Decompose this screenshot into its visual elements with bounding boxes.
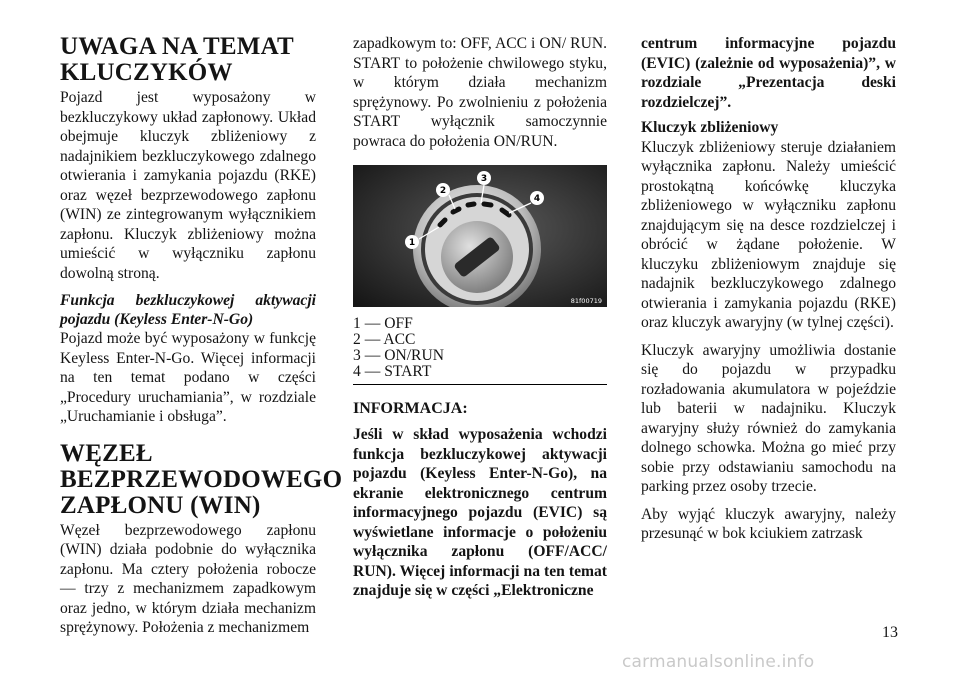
watermark: carmanualsonline.info	[622, 652, 815, 672]
legend-item: 2 — ACC	[353, 331, 416, 348]
legend-item: 4 — START	[353, 363, 432, 380]
paragraph-keyless-system: Pojazd jest wyposażony w bezkluczykowy układ zapłonowy. Układ obejmuje kluczyk zbliżeniowy z nadajnikiem bezkluczykowego zdalnego otwierania i zamykania pojazdu (RKE) oraz węzeł bezprzewodowego zapłonu (WIN) ze zintegrowanym wyłącznikiem zapłonu. Kluczyk zbliżeniowy można umieścić w wyłączniku zapłonu dowolną stroną.	[60, 89, 316, 282]
paragraph-remove-key: Aby wyjąć kluczyk awaryjny, należy przesunąć w bok kciukiem zatrzask	[641, 505, 896, 542]
column-1	[60, 33, 343, 638]
ignition-figure	[353, 165, 607, 385]
legend-item: 1 — OFF	[353, 315, 413, 332]
position-legend	[353, 316, 607, 380]
paragraph-positions: zapadkowym to: OFF, ACC i ON/ RUN. START to położenie chwilowego styku, w którym działa mechanizm sprężynowy. Po zwolnieniu z położenia START wyłącznik samoczynnie powraca do położenia ON/RUN.	[353, 35, 607, 150]
subheading-proximity-key: Kluczyk zbliżeniowy	[641, 119, 779, 136]
legend-divider	[353, 384, 607, 385]
figure-code: 81f00719	[570, 297, 602, 305]
subheading-keyless-enter-n-go: Funkcja bezkluczykowej aktywacji pojazdu (Keyless Enter-N-Go)	[60, 292, 316, 328]
marker-2: 2	[439, 186, 447, 196]
column-2	[353, 34, 607, 601]
heading-key-notice: UWAGA NA TEMAT KLUCZYKÓW	[60, 33, 294, 86]
heading-win: WĘZEŁ BEZPRZEWODOWEGO ZAPŁONU (WIN)	[60, 439, 343, 519]
ignition-switch-illustration	[353, 165, 607, 307]
paragraph-proximity-key: Kluczyk zbliżeniowy steruje działaniem wyłącznika zapłonu. Należy umieścić prostokątną końcówkę kluczyka zbliżeniowego w wyłączniku zapłonu znajdującym się na desce rozdzielczej i obrócić w żądane położenie. W kluczyku zbliżeniowym znajduje się nadajnik bezkluczykowego zdalnego otwierania i zamykania pojazdu (RKE) oraz kluczyk awaryjny (w tylnej części).	[641, 138, 896, 331]
legend-item: 3 — ON/RUN	[353, 347, 444, 364]
info-title: INFORMACJA:	[353, 400, 468, 417]
marker-1: 1	[408, 238, 416, 248]
paragraph-keyless-enter-n-go: Pojazd może być wyposażony w funkcję Keyless Enter-N-Go. Więcej informacji na ten temat podano w części „Procedury uruchamiania”, w rozdziale „Uruchamianie i obsługa”.	[60, 330, 316, 425]
column-3	[641, 34, 896, 544]
marker-4: 4	[533, 194, 541, 204]
paragraph-emergency-key: Kluczyk awaryjny umożliwia dostanie się do pojazdu w przypadku rozładowania akumulatora w pojeździe lub baterii w nadajniku. Kluczyk awaryjny służy również do zamykania dolnego schowka. Można go mieć przy sobie przy odstawianiu samochodu na parking przez osoby trzecie.	[641, 341, 896, 495]
paragraph-evic-continuation: centrum informacyjne pojazdu (EVIC) (zależnie od wyposażenia)”, w rozdziale „Prezentacja deski rozdzielczej”.	[641, 35, 896, 111]
marker-3: 3	[480, 174, 488, 184]
paragraph-win: Węzeł bezprzewodowego zapłonu (WIN) działa podobnie do wyłącznika zapłonu. Ma cztery położenia robocze — trzy z mechanizmem zapadkowym oraz jedno, w którym działa mechanizm sprężynowy. Położenia z mechanizmem	[60, 521, 316, 636]
info-body: Jeśli w skład wyposażenia wchodzi funkcja bezkluczykowej aktywacji pojazdu (Keyless Enter-N-Go), na ekranie elektronicznego centrum informacyjnego pojazdu (EVIC) są wyświetlane informacje o położeniu wyłącznika zapłonu (OFF/ACC/ RUN). Więcej informacji na ten temat znajduje się w części „Elektroniczne	[353, 426, 607, 599]
page-number: 13	[882, 624, 898, 641]
